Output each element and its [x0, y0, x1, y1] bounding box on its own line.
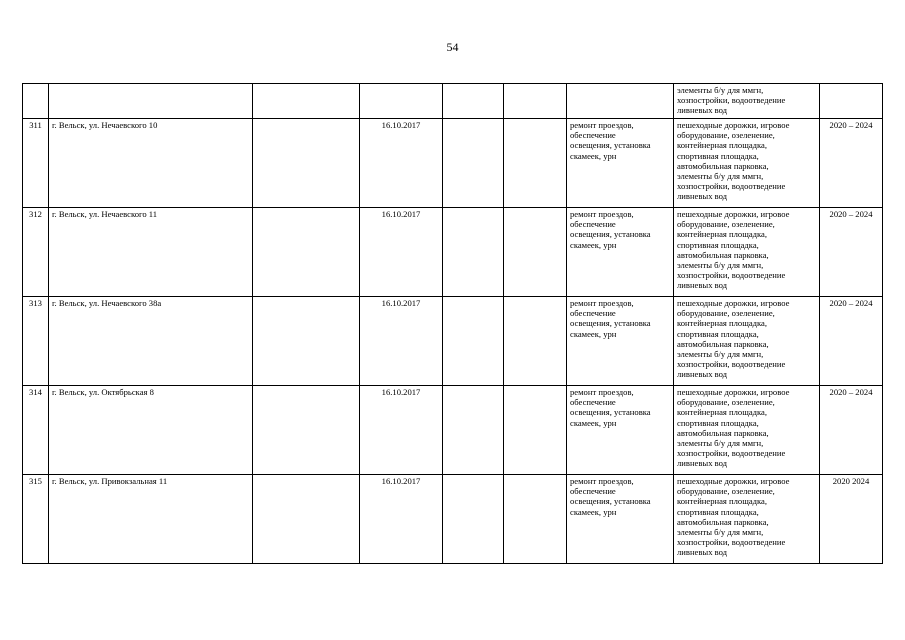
cell-empty: [504, 297, 567, 386]
cell-num: 311: [23, 119, 49, 208]
cell-empty: [443, 386, 504, 475]
cell-date: 16.10.2017: [360, 297, 443, 386]
cell-works: ремонт проездов, обеспечение освещения, установка скамеек, урн: [567, 119, 674, 208]
cell-date: [360, 84, 443, 119]
cell-period: 2020 – 2024: [820, 386, 883, 475]
cell-empty: [504, 119, 567, 208]
page-number: 54: [446, 40, 459, 54]
cell-period: 2020 – 2024: [820, 208, 883, 297]
cell-empty: [504, 208, 567, 297]
cell-num: 314: [23, 386, 49, 475]
cell-empty: [443, 475, 504, 564]
cell-empty: [443, 208, 504, 297]
cell-empty: [504, 475, 567, 564]
register-table: [22, 83, 883, 564]
cell-empty: [253, 475, 360, 564]
cell-empty: [443, 119, 504, 208]
cell-elements: пешеходные дорожки, игровое оборудование, озеленение, контейнерная площадка, спортивная площадка, автомобильная парковка, элементы б/у для ммгн, хозпостройки, водоотведение ливневых вод: [674, 475, 820, 564]
cell-works: ремонт проездов, обеспечение освещения, установка скамеек, урн: [567, 386, 674, 475]
cell-date: 16.10.2017: [360, 475, 443, 564]
cell-works: ремонт проездов, обеспечение освещения, установка скамеек, урн: [567, 208, 674, 297]
cell-elements: пешеходные дорожки, игровое оборудование, озеленение, контейнерная площадка, спортивная площадка, автомобильная парковка, элементы б/у для ммгн, хозпостройки, водоотведение ливневых вод: [674, 119, 820, 208]
cell-period: 2020 – 2024: [820, 297, 883, 386]
cell-works: ремонт проездов, обеспечение освещения, установка скамеек, урн: [567, 475, 674, 564]
cell-period: 2020 – 2024: [820, 119, 883, 208]
cell-empty: [504, 84, 567, 119]
cell-date: 16.10.2017: [360, 119, 443, 208]
cell-period: 2020 2024: [820, 475, 883, 564]
table-row: [23, 119, 883, 208]
cell-num: 313: [23, 297, 49, 386]
cell-empty: [443, 297, 504, 386]
cell-address: г. Вельск, ул. Нечаевского 38а: [49, 297, 253, 386]
cell-empty: [504, 386, 567, 475]
cell-elements: элементы б/у для ммгн, хозпостройки, водоотведение ливневых вод: [674, 84, 820, 119]
cell-empty: [253, 208, 360, 297]
table-row: [23, 84, 883, 119]
cell-address: [49, 84, 253, 119]
cell-num: 312: [23, 208, 49, 297]
cell-elements: пешеходные дорожки, игровое оборудование, озеленение, контейнерная площадка, спортивная площадка, автомобильная парковка, элементы б/у для ммгн, хозпостройки, водоотведение ливневых вод: [674, 297, 820, 386]
cell-num: [23, 84, 49, 119]
cell-elements: пешеходные дорожки, игровое оборудование, озеленение, контейнерная площадка, спортивная площадка, автомобильная парковка, элементы б/у для ммгн, хозпостройки, водоотведение ливневых вод: [674, 208, 820, 297]
cell-works: ремонт проездов, обеспечение освещения, установка скамеек, урн: [567, 297, 674, 386]
cell-address: г. Вельск, ул. Нечаевского 10: [49, 119, 253, 208]
cell-period: [820, 84, 883, 119]
table-row: [23, 208, 883, 297]
cell-empty: [253, 386, 360, 475]
cell-address: г. Вельск, ул. Привокзальная 11: [49, 475, 253, 564]
cell-empty: [253, 119, 360, 208]
cell-works: [567, 84, 674, 119]
cell-address: г. Вельск, ул. Октябрьская 8: [49, 386, 253, 475]
cell-address: г. Вельск, ул. Нечаевского 11: [49, 208, 253, 297]
cell-elements: пешеходные дорожки, игровое оборудование, озеленение, контейнерная площадка, спортивная площадка, автомобильная парковка, элементы б/у для ммгн, хозпостройки, водоотведение ливневых вод: [674, 386, 820, 475]
table-row: [23, 297, 883, 386]
cell-empty: [253, 84, 360, 119]
cell-date: 16.10.2017: [360, 208, 443, 297]
table-row: [23, 475, 883, 564]
cell-empty: [443, 84, 504, 119]
cell-num: 315: [23, 475, 49, 564]
table-row: [23, 386, 883, 475]
cell-empty: [253, 297, 360, 386]
cell-date: 16.10.2017: [360, 386, 443, 475]
